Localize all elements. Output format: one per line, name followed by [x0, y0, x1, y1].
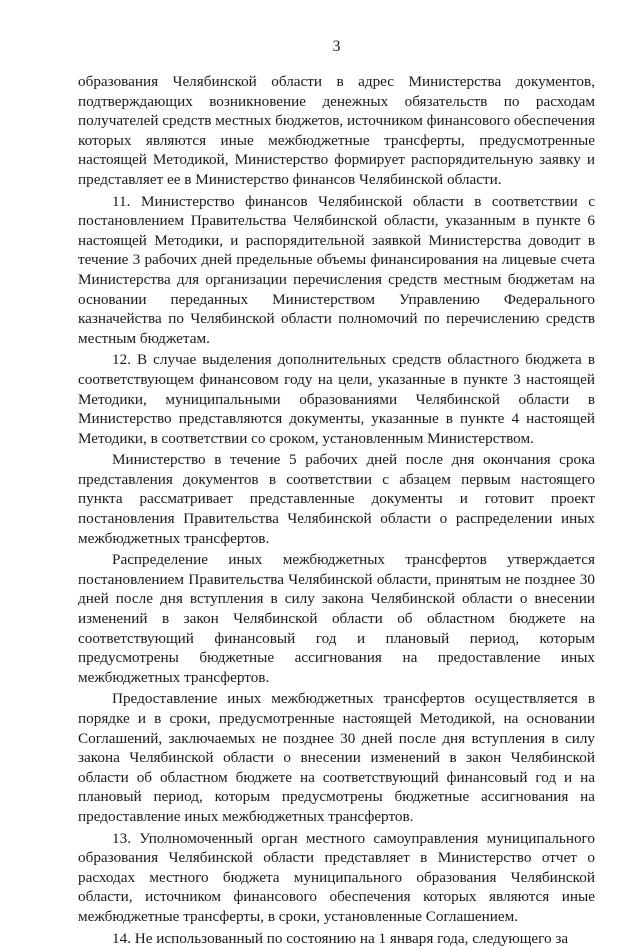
document-body: [78, 72, 595, 950]
paragraph-item-14: 14. Не использованный по состоянию на 1 января года, следующего за: [112, 929, 569, 947]
paragraph-item-13: 13. Уполномоченный орган местного самоуправления муниципального образования Челябинской области представляет в Министерство отчет о расходах местного бюджета муниципального образования Челябинской области, источником финансового обеспечения которых являются иные межбюджетные трансферты, в сроки, установленные Соглашением.: [78, 829, 595, 925]
paragraph-item-12: 12. В случае выделения дополнительных средств областного бюджета в соответствующем финансовом году на цели, указанные в пункте 3 настоящей Методики, муниципальными образованиями Челябинской области в Министерство представляются документы, указанные в пункте 4 настоящей Методики, в соответствии со сроком, установленным Министерством.: [78, 351, 595, 447]
paragraph-item-11: 11. Министерство финансов Челябинской области в соответствии с постановлением Правительства Челябинской области, указанным в пункте 6 настоящей Методики, и распорядительной заявкой Министерства доводит в течение 3 рабочих дней предельные объемы финансирования на лицевые счета Министерства для организации перечисления средств местным бюджетам на основании переданных Министерством Управлению Федерального казначейства по Челябинской области полномочий по перечислению средств местным бюджетам.: [78, 192, 595, 347]
paragraph-distribution: Распределение иных межбюджетных трансфертов утверждается постановлением Правительства Челябинской области, принятым не позднее 30 дней после дня вступления в силу закона Челябинской области о внесении изменений в закон Челябинской области об областном бюджете на соответствующий финансовый год и плановый период, которым предусмотрены бюджетные ассигнования на предоставление иных межбюджетных трансфертов.: [78, 551, 595, 686]
paragraph-ministry-review: Министерство в течение 5 рабочих дней после дня окончания срока представления документов в соответствии с абзацем первым настоящего пункта рассматривает представленные документы и готовит проект постановления Правительства Челябинской области о распределении иных межбюджетных трансфертов.: [78, 451, 595, 547]
page-number: 3: [332, 38, 341, 55]
paragraph-continuation: образования Челябинской области в адрес Министерства документов, подтверждающих возникновение денежных обязательств по расходам получателей средств местных бюджетов, источником финансового обеспечения которых являются иные межбюджетные трансферты, предусмотренные настоящей Методикой, Министерство формирует распорядительную заявку и представляет ее в Министерство финансов Челябинской области.: [78, 73, 595, 188]
paragraph-provision: Предоставление иных межбюджетных трансфертов осуществляется в порядке и в сроки, предусмотренные настоящей Методикой, на основании Соглашений, заключаемых не позднее 30 дней после дня вступления в силу закона Челябинской области о внесении изменений в закон Челябинской области об областном бюджете на соответствующий финансовый год и на плановый период, которым предусмотрены бюджетные ассигнования на предоставление иных межбюджетных трансфертов.: [78, 690, 595, 825]
